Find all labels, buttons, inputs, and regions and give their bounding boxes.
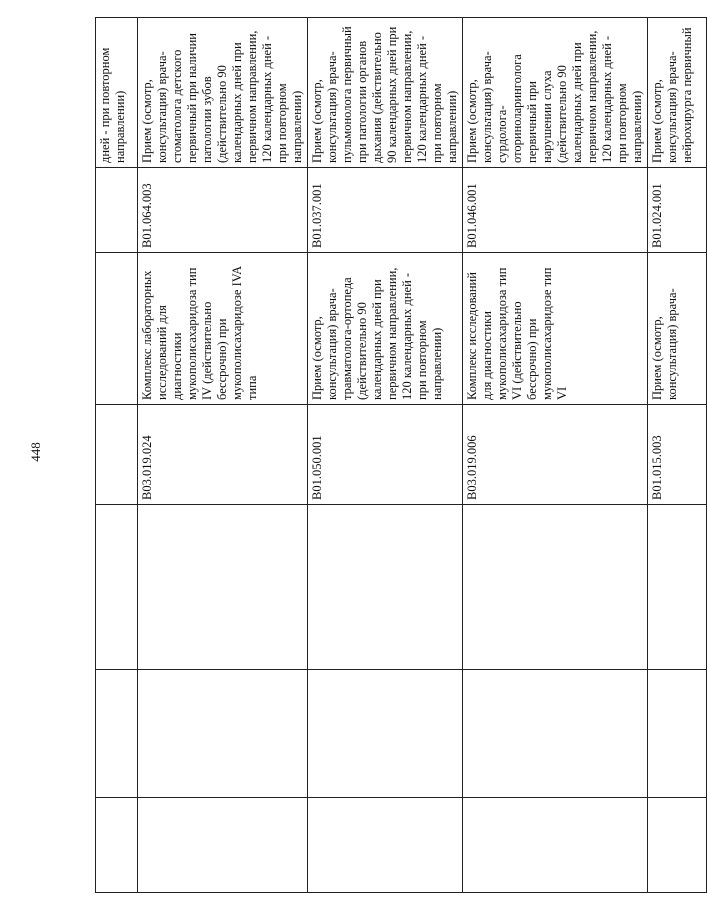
table-cell-empty bbox=[308, 798, 463, 893]
table-cell-empty bbox=[96, 798, 138, 893]
table-cell-empty bbox=[463, 505, 648, 670]
table-cell-empty bbox=[648, 798, 707, 893]
table-row bbox=[463, 18, 648, 893]
service-code-cell: B01.037.001 bbox=[308, 168, 463, 253]
table-cell-empty bbox=[96, 670, 138, 798]
table-cell-empty bbox=[463, 670, 648, 798]
table-cell-empty bbox=[308, 670, 463, 798]
service-name-cell: Комплекс исследований для диагностики мукополисахаридоза тип VI (действительно бессрочно) при мукополисахаридозе тип VI bbox=[463, 253, 648, 405]
table-cell-empty bbox=[308, 505, 463, 670]
table-cell-empty bbox=[463, 798, 648, 893]
table-cell-empty bbox=[138, 670, 308, 798]
service-code-cell bbox=[96, 168, 138, 253]
table-row bbox=[308, 18, 463, 893]
service-code-cell: B01.050.001 bbox=[308, 405, 463, 505]
service-code-cell: B01.015.003 bbox=[648, 405, 707, 505]
service-name-cell bbox=[96, 253, 138, 405]
service-code-cell: B01.024.001 bbox=[648, 168, 707, 253]
table-cell-empty bbox=[648, 670, 707, 798]
table-row bbox=[648, 18, 707, 893]
service-name-cell: Прием (осмотр, консультация) врача-стоматолога детского первичный при наличии патологии зубов (действительно 90 календарных дней при первичном направлении, 120 календарных дней - при повторном направлении) bbox=[138, 18, 308, 168]
service-name-cell: Комплекс лабораторных исследований для диагностики мукополисахаридоза тип IV (действительно бессрочно) при мукополисахаридозе IVA типа bbox=[138, 253, 308, 405]
table-cell-empty bbox=[648, 505, 707, 670]
service-code-cell bbox=[96, 405, 138, 505]
service-name-cell: Прием (осмотр, консультация) врача-нейрохирурга первичный bbox=[648, 18, 707, 168]
service-name-cell: Прием (осмотр, консультация) врача-пульмонолога первичный при патологии органов дыхания (действительно 90 календарных дней при первичном направлении, 120 календарных дней - при повторном направлении) bbox=[308, 18, 463, 168]
table-cell-empty bbox=[138, 505, 308, 670]
service-name-cell: Прием (осмотр, консультация) врача-сурдолога-оториноларинголога первичный при нарушении слуха (действительно 90 календарных дней при первичном направлении, 120 календарных дней - при повторном направлении) bbox=[463, 18, 648, 168]
table-cell-empty bbox=[96, 505, 138, 670]
page-number: 448 bbox=[28, 442, 43, 462]
service-name-cell: дней - при повторном направлении) bbox=[96, 18, 138, 168]
service-name-cell: Прием (осмотр, консультация) врача-травматолога-ортопеда (действительно 90 календарных дней при первичном направлении, 120 календарных дней - при повторном направлении) bbox=[308, 253, 463, 405]
service-code-cell: B03.019.006 bbox=[463, 405, 648, 505]
table-row bbox=[138, 18, 308, 893]
service-code-cell: B03.019.024 bbox=[138, 405, 308, 505]
service-code-cell: B01.064.003 bbox=[138, 168, 308, 253]
table-cell-empty bbox=[138, 798, 308, 893]
rotated-table-container bbox=[95, 18, 694, 893]
table-row bbox=[96, 18, 138, 893]
service-code-cell: B01.046.001 bbox=[463, 168, 648, 253]
service-name-cell: Прием (осмотр, консультация) врача- bbox=[648, 253, 707, 405]
services-table bbox=[95, 17, 707, 893]
